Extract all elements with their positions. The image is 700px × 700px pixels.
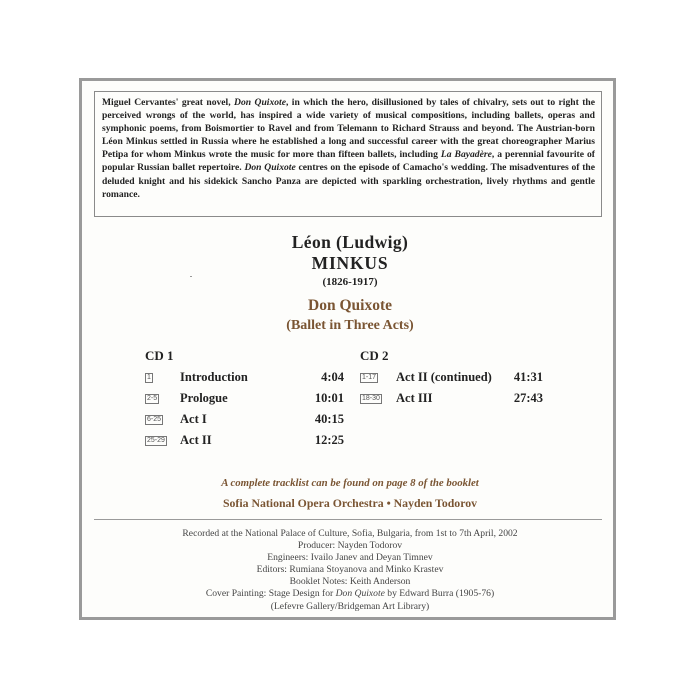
track-number: 18-30: [362, 395, 380, 402]
intro-title-3: Don Quixote: [244, 162, 296, 174]
credit-cover-text: Cover Painting: Stage Design for: [205, 588, 336, 600]
credit-cover-artist: by Edward Burra (1905-76): [384, 588, 495, 600]
track-number: 6-25: [147, 416, 162, 423]
track-duration: 40:15: [314, 412, 344, 426]
credits: [0, 528, 700, 613]
cd2-heading: CD 2: [360, 348, 389, 363]
cd1-heading: CD 1: [145, 348, 174, 363]
performers: Sofia National Opera Orchestra • Nayden Todorov: [222, 496, 478, 510]
credit-cover: [0, 588, 700, 600]
intro-text-1: Miguel Cervantes' great novel,: [102, 97, 235, 108]
track-title: Act I: [180, 412, 207, 426]
composer-first-name: Léon (Ludwig): [291, 232, 409, 252]
intro-text-3: , a perennial favourite of popular Russian ballet repertoire.: [102, 149, 595, 174]
track-number: 2-5: [147, 395, 158, 402]
track-duration: 12:25: [314, 433, 344, 447]
intro-text-4: centres on the episode of Camacho's wedding. The misadventures of the deluded knight and his sidekick Sancho Panza are depicted with sparkling orchestration, lively rhythms and gentle romance.: [102, 162, 596, 200]
credit-recorded: Recorded at the National Palace of Culture, Sofia, Bulgaria, from 1st to 7th April, 2002: [182, 528, 518, 539]
composer-surname: MINKUS: [311, 253, 389, 273]
credit-gallery: (Lefevre Gallery/Bridgeman Art Library): [270, 600, 430, 612]
credit-producer: Producer: Nayden Todorov: [297, 540, 403, 552]
track-duration: 10:01: [314, 391, 344, 405]
work-title: Don Quixote: [308, 297, 392, 314]
intro-paragraph: [102, 96, 595, 201]
track-title: Prologue: [180, 391, 228, 405]
track-duration: 27:43: [513, 391, 543, 405]
track-number: 25-29: [147, 437, 165, 444]
track-title: Introduction: [180, 370, 248, 384]
track-number: 1-17: [362, 374, 377, 381]
intro-title-1: Don Quixote: [234, 97, 286, 108]
track-duration: 41:31: [513, 370, 543, 384]
intro-text-2: , in which the hero, disillusioned by tales of chivalry, sets out to right the perceived wrongs of the world, has inspired a wide variety of musical compositions, including ballets, operas and symphonic poems, from Boismortier to Ravel and from Telemann to Richard Strauss and beyond. The Austrian-born Léon Minkus settled in Russia where he established a long and successful career with the great choreographer Marius Petipa for whom Minkus wrote the music for more than fifteen ballets, including: [102, 97, 596, 161]
tracklist-note: A complete tracklist can be found on page 8 of the booklet: [221, 477, 479, 489]
track-title: Act II (continued): [396, 370, 492, 384]
track-duration: 4:04: [321, 370, 344, 384]
credit-notes: Booklet Notes: Keith Anderson: [289, 576, 411, 588]
credit-cover-title: Don Quixote: [335, 588, 385, 600]
intro-text-box: [94, 91, 602, 217]
credit-engineers: Engineers: Ivailo Janev and Deyan Timnev: [267, 552, 433, 564]
divider: [94, 519, 602, 520]
work-subtitle: (Ballet in Three Acts): [286, 318, 414, 333]
track-title: Act III: [396, 391, 433, 405]
track-number: 1: [147, 374, 151, 381]
speck: [190, 276, 192, 277]
intro-title-2: La Bayadère: [440, 149, 492, 161]
credit-editors: Editors: Rumiana Stoyanova and Minko Krastev: [256, 564, 444, 576]
composer-dates: (1826-1917): [322, 276, 378, 288]
track-title: Act II: [180, 433, 212, 447]
